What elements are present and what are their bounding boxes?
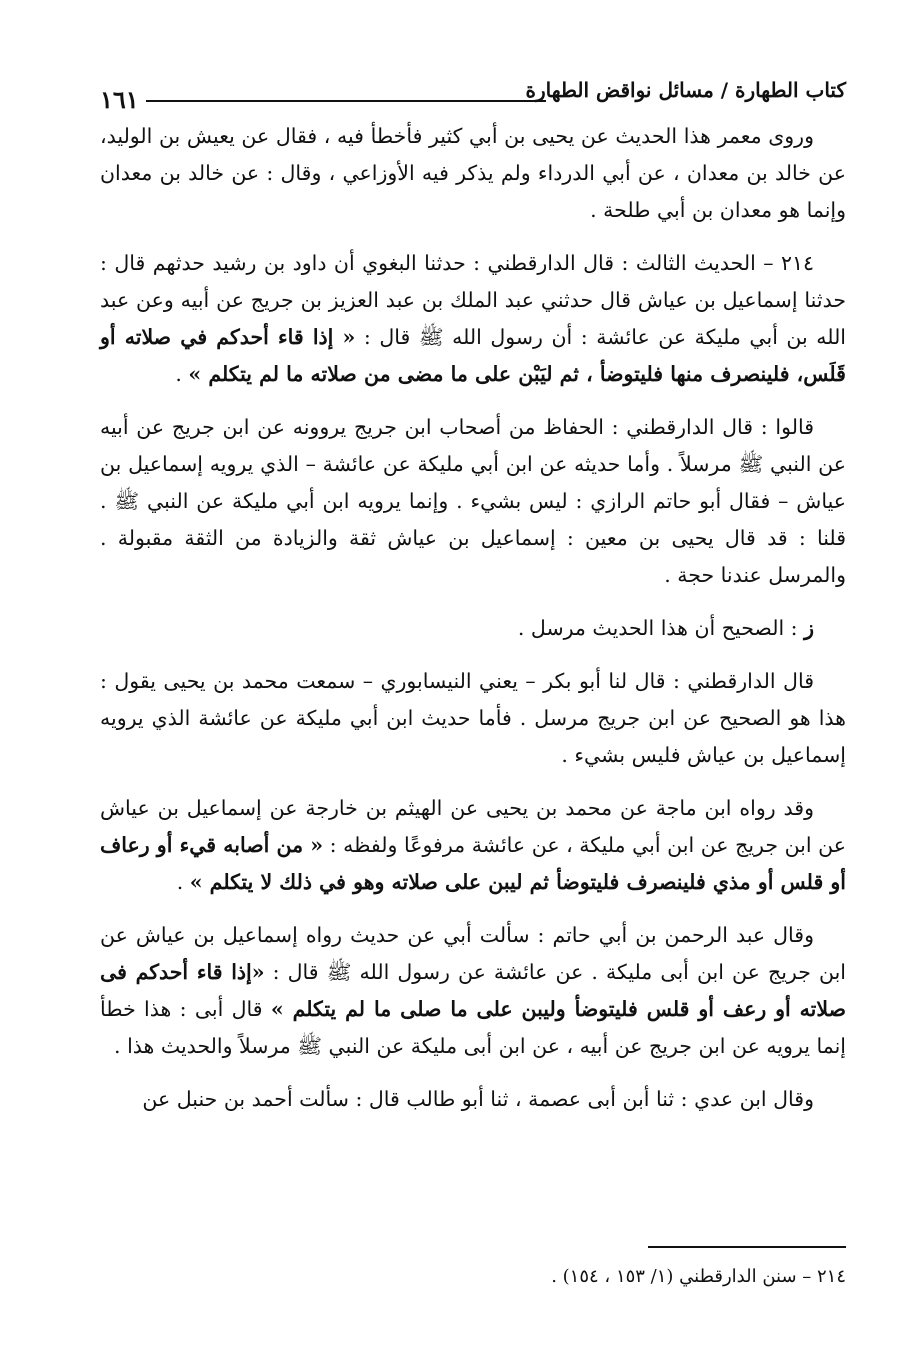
hadith-quote: «إذا قاء أحدكم فى صلاته أو رعف أو قلس فليتوضأ وليبن على ما صلى ما لم يتكلم » <box>100 960 846 1021</box>
paragraph-text: وقال عبد الرحمن بن أبي حاتم : سألت أبي عن حديث رواه إسماعيل بن عياش عن ابن جريج عن ابن أبى مليكة . عن عائشة عن رسول الله ﷺ قال : <box>100 923 846 984</box>
page-header <box>100 72 846 112</box>
paragraph-8 <box>100 1081 846 1118</box>
paragraph-1 <box>100 118 846 229</box>
paragraph-7 <box>100 917 846 1065</box>
footnote-rule <box>648 1246 846 1248</box>
paragraph-text: قال الدارقطني : قال لنا أبو بكر – يعني النيسابوري – سمعت محمد بن يحيى يقول : هذا هو الصحيح عن ابن جريج مرسل . فأما حديث ابن أبي مليكة عن عائشة الذي يرويه إسماعيل بن عياش فليس بشيء . <box>100 669 846 767</box>
paragraph-text: : الصحيح أن هذا الحديث مرسل . <box>517 616 805 640</box>
paragraph-text: قال أبى : هذا خطأ إنما يرويه عن ابن جريج عن أبيه ، عن ابن أبى مليكة عن النبي ﷺ مرسلاً والحديث هذا . <box>100 997 846 1058</box>
paragraph-text: قالوا : قال الدارقطني : الحفاظ من أصحاب ابن جريج يروونه عن ابن جريج عن أبيه عن النبي ﷺ مرسلاً . وأما حديثه عن ابن أبي مليكة عن عائشة – الذي يرويه إسماعيل بن عياش – فقال أبو حاتم الرازي : ليس بشيء . وإنما يرويه ابن أبي مليكة عن النبي ﷺ . قلنا : قد قال يحيى بن معين : إسماعيل بن عياش ثقة والزيادة من الثقة مقبولة . والمرسل عندنا حجة . <box>100 415 846 587</box>
paragraph-hadith-214 <box>100 245 846 393</box>
paragraph-text: ٢١٤ – الحديث الثالث : قال الدارقطني : حدثنا البغوي أن داود بن رشيد حدثهم قال : حدثنا إسماعيل بن عياش قال حدثني عبد الملك بن عبد العزيز بن جريج عن أبيه وعن عبد الله بن أبي مليكة عن عائشة : أن رسول الله ﷺ قال : <box>100 251 847 349</box>
footnote: ٢١٤ – سنن الدارقطني (١/ ١٥٣ ، ١٥٤) . <box>551 1266 846 1287</box>
paragraph-text: وقد رواه ابن ماجة عن محمد بن يحيى عن الهيثم بن خارجة عن إسماعيل بن عياش عن ابن جريج عن ابن أبي مليكة ، عن عائشة مرفوعًا ولفظه : <box>100 796 846 857</box>
paragraph-text: . <box>176 870 190 894</box>
hadith-quote: « من أصابه قيء أو رعاف أو قلس أو مذي فلينصرف فليتوضأ ثم ليبن على صلاته وهو في ذلك لا يتكلم » <box>100 833 846 894</box>
page-number: ١٦١ <box>100 85 139 114</box>
paragraph-text: وقال ابن عدي : ثنا أبن أبى عصمة ، ثنا أبو طالب قال : سألت أحمد بن حنبل عن <box>142 1087 814 1111</box>
hadith-quote: « إذا قاء أحدكم في صلاته أو قَلَس، فلينصرف منها فليتوضأ ، ثم ليَبْن على ما مضى من صلاته ما لم يتكلم » <box>100 325 846 386</box>
header-rule <box>146 100 546 102</box>
running-title: كتاب الطهارة / مسائل نواقض الطهارة <box>525 78 846 102</box>
paragraph-4 <box>100 610 846 647</box>
author-marker: ز <box>804 616 814 640</box>
paragraph-5 <box>100 663 846 774</box>
paragraph-text: وروى معمر هذا الحديث عن يحيى بن أبي كثير فأخطأ فيه ، فقال عن يعيش بن الوليد، عن خالد بن معدان ، عن أبي الدرداء ولم يذكر فيه الأوزاعي ، وقال : عن خالد بن معدان وإنما هو معدان بن أبي طلحة . <box>100 124 846 222</box>
paragraph-text: . <box>175 362 189 386</box>
paragraph-6 <box>100 790 846 901</box>
body-text <box>100 118 846 1134</box>
paragraph-3 <box>100 409 846 594</box>
